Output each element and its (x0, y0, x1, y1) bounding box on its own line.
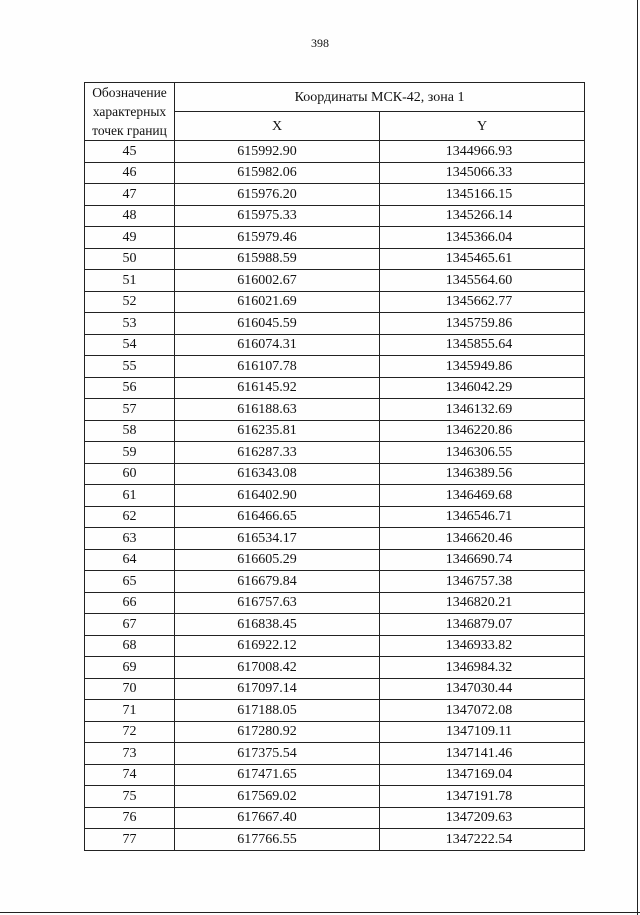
table-row (85, 184, 585, 206)
table-row (85, 463, 585, 485)
y-coordinate-cell: 1345759.86 (380, 313, 585, 335)
table-row (85, 721, 585, 743)
x-coordinate-cell: 616534.17 (175, 528, 380, 550)
table-row (85, 592, 585, 614)
y-coordinate-cell: 1346757.38 (380, 571, 585, 593)
point-id-cell: 60 (85, 463, 175, 485)
point-id-cell: 74 (85, 764, 175, 786)
x-coordinate-cell: 617188.05 (175, 700, 380, 722)
y-coordinate-cell: 1345266.14 (380, 205, 585, 227)
x-coordinate-cell: 616045.59 (175, 313, 380, 335)
scan-edge-bottom (0, 912, 640, 913)
header-y: Y (380, 112, 585, 141)
table-header (85, 83, 585, 141)
table-row (85, 162, 585, 184)
x-coordinate-cell: 616235.81 (175, 420, 380, 442)
point-id-cell: 65 (85, 571, 175, 593)
table-row (85, 377, 585, 399)
point-id-cell: 55 (85, 356, 175, 378)
table-body (85, 141, 585, 851)
point-id-cell: 52 (85, 291, 175, 313)
x-coordinate-cell: 615988.59 (175, 248, 380, 270)
point-id-cell: 61 (85, 485, 175, 507)
y-coordinate-cell: 1346220.86 (380, 420, 585, 442)
point-id-cell: 71 (85, 700, 175, 722)
point-id-cell: 57 (85, 399, 175, 421)
point-id-cell: 76 (85, 807, 175, 829)
point-id-cell: 62 (85, 506, 175, 528)
x-coordinate-cell: 616757.63 (175, 592, 380, 614)
table-row (85, 528, 585, 550)
table-row (85, 678, 585, 700)
y-coordinate-cell: 1346820.21 (380, 592, 585, 614)
point-id-cell: 58 (85, 420, 175, 442)
page-number: 398 (311, 36, 329, 50)
point-id-cell: 68 (85, 635, 175, 657)
y-coordinate-cell: 1347072.08 (380, 700, 585, 722)
table-row (85, 248, 585, 270)
x-coordinate-cell: 616679.84 (175, 571, 380, 593)
x-coordinate-cell: 616188.63 (175, 399, 380, 421)
x-coordinate-cell: 617569.02 (175, 786, 380, 808)
table-row (85, 227, 585, 249)
table-row (85, 291, 585, 313)
point-id-cell: 70 (85, 678, 175, 700)
table-row (85, 313, 585, 335)
x-coordinate-cell: 615975.33 (175, 205, 380, 227)
y-coordinate-cell: 1347209.63 (380, 807, 585, 829)
header-coordinates: Координаты МСК-42, зона 1 (175, 83, 585, 112)
y-coordinate-cell: 1347141.46 (380, 743, 585, 765)
table-row (85, 614, 585, 636)
x-coordinate-cell: 617375.54 (175, 743, 380, 765)
point-id-cell: 46 (85, 162, 175, 184)
table-row (85, 399, 585, 421)
x-coordinate-cell: 616922.12 (175, 635, 380, 657)
y-coordinate-cell: 1347109.11 (380, 721, 585, 743)
y-coordinate-cell: 1345465.61 (380, 248, 585, 270)
x-coordinate-cell: 616145.92 (175, 377, 380, 399)
table-row (85, 700, 585, 722)
x-coordinate-cell: 615982.06 (175, 162, 380, 184)
point-id-cell: 73 (85, 743, 175, 765)
y-coordinate-cell: 1347169.04 (380, 764, 585, 786)
point-id-cell: 54 (85, 334, 175, 356)
table-row (85, 420, 585, 442)
point-id-cell: 59 (85, 442, 175, 464)
x-coordinate-cell: 617766.55 (175, 829, 380, 851)
point-id-cell: 77 (85, 829, 175, 851)
point-id-cell: 56 (85, 377, 175, 399)
table-row (85, 549, 585, 571)
y-coordinate-cell: 1345166.15 (380, 184, 585, 206)
point-id-cell: 75 (85, 786, 175, 808)
y-coordinate-cell: 1345662.77 (380, 291, 585, 313)
x-coordinate-cell: 615976.20 (175, 184, 380, 206)
y-coordinate-cell: 1346389.56 (380, 463, 585, 485)
x-coordinate-cell: 617471.65 (175, 764, 380, 786)
x-coordinate-cell: 616002.67 (175, 270, 380, 292)
y-coordinate-cell: 1346132.69 (380, 399, 585, 421)
table-row (85, 571, 585, 593)
table-row (85, 270, 585, 292)
x-coordinate-cell: 615979.46 (175, 227, 380, 249)
y-coordinate-cell: 1347191.78 (380, 786, 585, 808)
y-coordinate-cell: 1345564.60 (380, 270, 585, 292)
x-coordinate-cell: 616838.45 (175, 614, 380, 636)
y-coordinate-cell: 1345949.86 (380, 356, 585, 378)
point-id-cell: 47 (85, 184, 175, 206)
table-row (85, 786, 585, 808)
point-id-cell: 72 (85, 721, 175, 743)
table-row (85, 334, 585, 356)
y-coordinate-cell: 1346984.32 (380, 657, 585, 679)
point-id-cell: 64 (85, 549, 175, 571)
x-coordinate-cell: 616343.08 (175, 463, 380, 485)
table-row (85, 807, 585, 829)
table-row (85, 205, 585, 227)
table-row (85, 657, 585, 679)
table-row (85, 506, 585, 528)
x-coordinate-cell: 617008.42 (175, 657, 380, 679)
table-row (85, 829, 585, 851)
table-row (85, 442, 585, 464)
table-row (85, 743, 585, 765)
point-id-cell: 67 (85, 614, 175, 636)
y-coordinate-cell: 1346879.07 (380, 614, 585, 636)
y-coordinate-cell: 1345855.64 (380, 334, 585, 356)
header-designation: Обозначение характерных точек границ (85, 83, 175, 141)
x-coordinate-cell: 616466.65 (175, 506, 380, 528)
y-coordinate-cell: 1345066.33 (380, 162, 585, 184)
point-id-cell: 50 (85, 248, 175, 270)
y-coordinate-cell: 1346469.68 (380, 485, 585, 507)
point-id-cell: 48 (85, 205, 175, 227)
x-coordinate-cell: 617667.40 (175, 807, 380, 829)
x-coordinate-cell: 617280.92 (175, 721, 380, 743)
point-id-cell: 49 (85, 227, 175, 249)
point-id-cell: 66 (85, 592, 175, 614)
table-row (85, 141, 585, 163)
point-id-cell: 45 (85, 141, 175, 163)
point-id-cell: 51 (85, 270, 175, 292)
table-row (85, 764, 585, 786)
x-coordinate-cell: 616021.69 (175, 291, 380, 313)
y-coordinate-cell: 1346933.82 (380, 635, 585, 657)
y-coordinate-cell: 1347222.54 (380, 829, 585, 851)
point-id-cell: 69 (85, 657, 175, 679)
x-coordinate-cell: 617097.14 (175, 678, 380, 700)
y-coordinate-cell: 1347030.44 (380, 678, 585, 700)
y-coordinate-cell: 1346546.71 (380, 506, 585, 528)
x-coordinate-cell: 616402.90 (175, 485, 380, 507)
x-coordinate-cell: 616287.33 (175, 442, 380, 464)
x-coordinate-cell: 615992.90 (175, 141, 380, 163)
table-row (85, 356, 585, 378)
y-coordinate-cell: 1344966.93 (380, 141, 585, 163)
header-x: X (175, 112, 380, 141)
point-id-cell: 53 (85, 313, 175, 335)
x-coordinate-cell: 616107.78 (175, 356, 380, 378)
point-id-cell: 63 (85, 528, 175, 550)
x-coordinate-cell: 616605.29 (175, 549, 380, 571)
y-coordinate-cell: 1346306.55 (380, 442, 585, 464)
table-row (85, 485, 585, 507)
y-coordinate-cell: 1345366.04 (380, 227, 585, 249)
y-coordinate-cell: 1346042.29 (380, 377, 585, 399)
coordinates-table (84, 82, 585, 851)
x-coordinate-cell: 616074.31 (175, 334, 380, 356)
y-coordinate-cell: 1346690.74 (380, 549, 585, 571)
y-coordinate-cell: 1346620.46 (380, 528, 585, 550)
scan-edge-right (637, 0, 638, 915)
table-row (85, 635, 585, 657)
